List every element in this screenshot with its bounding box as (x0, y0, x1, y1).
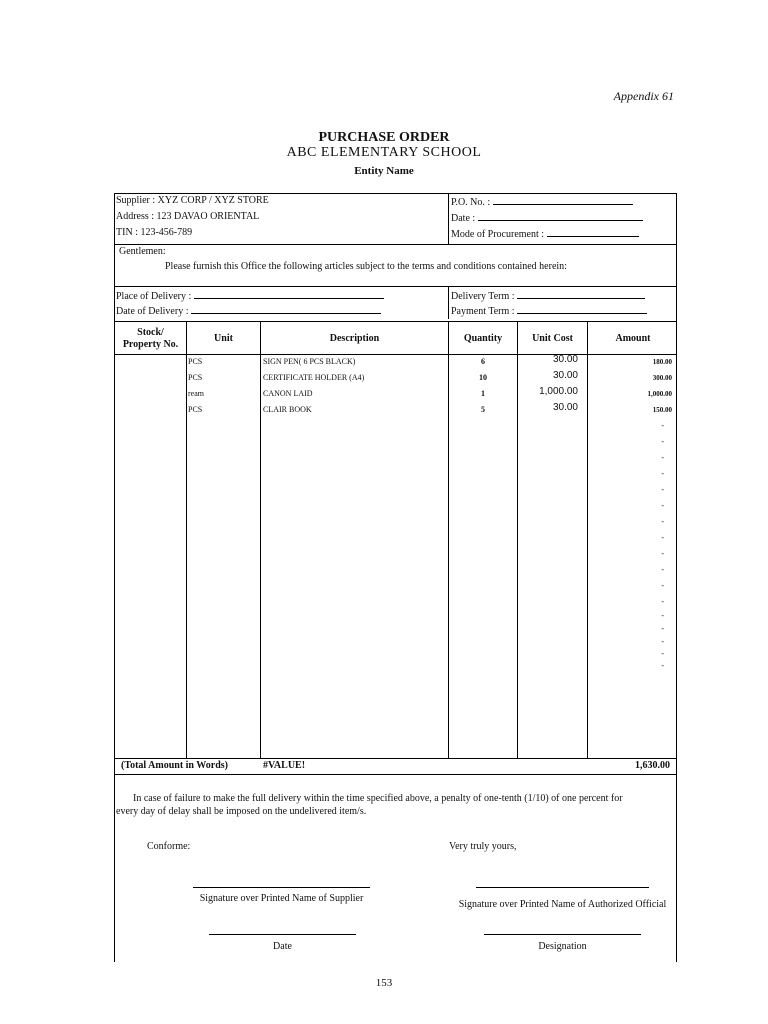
total-in-words-label: (Total Amount in Words) (121, 760, 228, 771)
date-blank (478, 211, 643, 221)
item-description: CERTIFICATE HOLDER (A4) (263, 373, 365, 382)
delivery-term-field[interactable] (451, 289, 645, 302)
item-amount: 1,000.00 (647, 390, 672, 398)
date-signature-label: Date (273, 941, 292, 952)
po-number-field[interactable] (451, 195, 633, 208)
empty-amount-dash: - (661, 624, 664, 633)
school-name: ABC ELEMENTARY SCHOOL (286, 145, 482, 160)
item-unit: PCS (188, 405, 203, 414)
date-signature-line[interactable] (209, 934, 356, 935)
purchase-order-form (114, 193, 677, 962)
date-of-delivery-field[interactable] (116, 304, 381, 317)
payment-term-field[interactable] (451, 304, 647, 317)
empty-amount-dash: - (661, 549, 664, 558)
column-header-unit: Unit (214, 333, 233, 344)
empty-amount-dash: - (661, 565, 664, 574)
empty-amount-dash: - (661, 597, 664, 606)
place-of-delivery-field[interactable] (116, 289, 384, 302)
empty-amount-dash: - (661, 501, 664, 510)
appendix-label: Appendix 61 (613, 89, 674, 103)
date-field[interactable] (451, 211, 643, 224)
address-field: Address : 123 DAVAO ORIENTAL (116, 211, 260, 222)
empty-amount-dash: - (661, 485, 664, 494)
empty-amount-dash: - (661, 437, 664, 446)
designation-line[interactable] (484, 934, 641, 935)
empty-amount-dash: - (661, 517, 664, 526)
item-amount: 300.00 (652, 374, 672, 382)
supplier-signature-line[interactable] (193, 887, 370, 888)
delivery-date-label: Date of Delivery : (116, 306, 189, 317)
column-header-unit-cost: Unit Cost (532, 333, 573, 344)
column-header-quantity: Quantity (463, 333, 503, 344)
entity-name-label: Entity Name (354, 165, 414, 177)
item-amount: 150.00 (652, 406, 672, 414)
page-title: PURCHASE ORDER (318, 130, 450, 145)
empty-amount-dash: - (661, 637, 664, 646)
mode-of-procurement-field[interactable] (451, 227, 639, 240)
official-signature-label: Signature over Printed Name of Authorized Official (458, 899, 667, 910)
official-signature-line[interactable] (476, 887, 649, 888)
penalty-clause-line-1: In case of failure to make the full delivery within the time specified above, a penalty of one-tenth (1/10) of one percent for (133, 793, 623, 804)
item-amount: 180.00 (652, 358, 672, 366)
supplier-field: Supplier : XYZ CORP / XYZ STORE (116, 195, 269, 206)
empty-amount-dash: - (661, 453, 664, 462)
empty-amount-dash: - (661, 421, 664, 430)
supplier-signature-label: Signature over Printed Name of Supplier (199, 893, 364, 904)
column-header-description: Description (329, 333, 380, 344)
designation-label: Designation (538, 941, 587, 952)
item-quantity: 1 (481, 389, 485, 398)
delivery-date-blank (191, 304, 381, 314)
very-truly-yours-label: Very truly yours, (449, 841, 517, 852)
item-unit: PCS (188, 357, 203, 366)
item-description: CLAIR BOOK (263, 405, 312, 414)
item-unit-cost: 30.00 (552, 354, 578, 365)
empty-amount-dash: - (661, 469, 664, 478)
delivery-term-label: Delivery Term : (451, 291, 515, 302)
payment-term-label: Payment Term : (451, 306, 515, 317)
instruction-text: Please furnish this Office the following articles subject to the terms and conditions contained herein: (165, 261, 567, 272)
penalty-clause-line-2: every day of delay shall be imposed on the undelivered item/s. (116, 806, 367, 817)
item-unit-cost: 30.00 (552, 402, 578, 413)
payment-term-blank (517, 304, 647, 314)
item-quantity: 5 (481, 405, 485, 414)
conforme-label: Conforme: (147, 841, 191, 852)
place-blank (194, 289, 384, 299)
gentlemen-label: Gentlemen: (119, 246, 166, 257)
column-header-stock: Stock/ Property No. (122, 327, 179, 350)
item-description: SIGN PEN( 6 PCS BLACK) (263, 357, 356, 366)
empty-amount-dash: - (661, 581, 664, 590)
empty-amount-dash: - (661, 649, 664, 658)
empty-amount-dash: - (661, 533, 664, 542)
tin-field: TIN : 123-456-789 (116, 227, 193, 238)
total-in-words-value: #VALUE! (263, 760, 306, 771)
empty-amount-dash: - (661, 661, 664, 670)
item-unit: PCS (188, 373, 203, 382)
item-quantity: 6 (481, 357, 485, 366)
column-header-amount: Amount (615, 333, 651, 344)
po-number-label: P.O. No. : (451, 197, 491, 208)
item-unit: ream (188, 389, 204, 398)
date-label: Date : (451, 213, 476, 224)
item-description: CANON LAID (263, 389, 313, 398)
item-unit-cost: 30.00 (552, 370, 578, 381)
item-unit-cost: 1,000.00 (539, 386, 578, 397)
mode-blank (547, 227, 639, 237)
delivery-term-blank (517, 289, 645, 299)
total-amount: 1,630.00 (635, 760, 670, 771)
place-label: Place of Delivery : (116, 291, 192, 302)
item-quantity: 10 (479, 373, 487, 382)
page-number: 153 (375, 977, 393, 989)
empty-amount-dash: - (661, 611, 664, 620)
mode-label: Mode of Procurement : (451, 229, 545, 240)
po-number-blank (493, 195, 633, 205)
